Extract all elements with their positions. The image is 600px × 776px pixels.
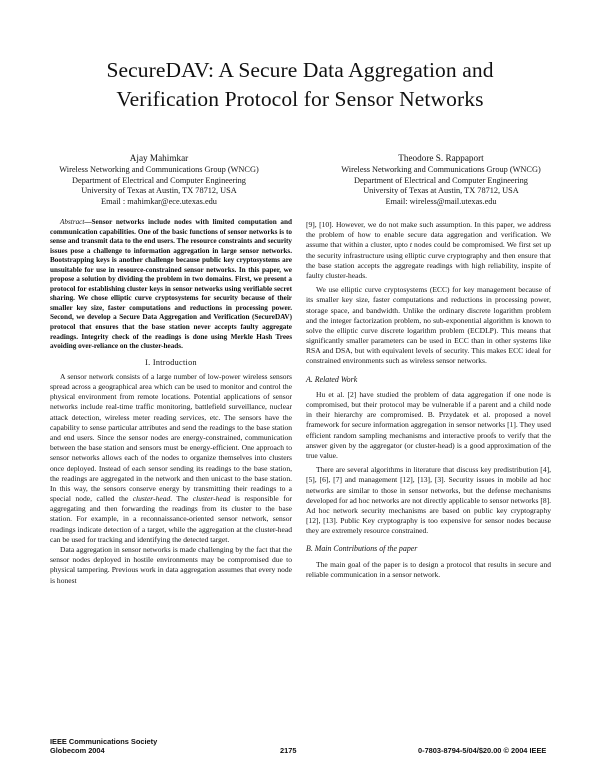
abstract-label: Abstract <box>60 218 85 226</box>
related-paragraph-1: Hu et al. [2] have studied the problem of data aggregation if one node is compromised, but their protocol may be vulnerable if a parent and a child node in their hierarchy are compromised. B. Przydatek et al. proposed a novel framework for secure information aggregation in sensor networks [1]. They used efficient random sampling mechanisms and interactive proofs to verify that the answer given by the aggregator (or cluster-head) is a good approximation of the true value. <box>306 389 551 460</box>
footer-society: IEEE Communications Society <box>50 737 158 746</box>
intro-text: A sensor network consists of a large number of low-power wireless sensors spread across a geographical area which can be used to monitor and control the physical environment from remote locations. Potential applications of sensor networks include real-time traffic monitoring, battlefield surveillance, nuclear attack detection, wireless meter reading services, etc. The sensors have the capability to sense particular attributes and send the readings to the base station and end users. Since the sensor nodes are energy-constrained, communication between the base station and sensors must be energy-efficient. One approach to sensor networks allows each of the nodes to organize themselves into clusters once deployed. Instead of each sensor sending its readings to the base station, the readings are aggregated in the network and then unicast to the base station. In this way, the sensors conserve energy by transmitting their readings to a special node, called the <box>50 371 292 504</box>
footer-conference: Globecom 2004 <box>50 746 105 755</box>
abstract <box>50 218 292 352</box>
author-name: Theodore S. Rappaport <box>398 153 484 163</box>
related-paragraph-2: There are several algorithms in literature that discuss key predistribution [4], [5], [6], [7] and management [12], [13], [3]. Security issues in mobile ad hoc networks are similar to those in sensor networks, but the defense mechanisms developed for ad hoc networks are not directly applicable to sensor networks [8]. Ad hoc network security mechanisms are based on public key cryptography [12], [13]. Public Key cryptography is too expensive for sensor nodes because they are extremely resource constrained. <box>306 465 551 536</box>
author-block-2 <box>300 153 582 208</box>
contrib-paragraph-1: The main goal of the paper is to design a protocol that results in secure and reliable communication in a sensor network. <box>306 559 551 579</box>
page-number: 2175 <box>280 746 297 755</box>
footer-copyright: 0-7803-8794-5/04/$20.00 © 2004 IEEE <box>418 746 547 755</box>
section-heading-introduction: I. Introduction <box>145 357 197 367</box>
term-cluster-head: cluster-head <box>132 494 171 504</box>
term-cluster-head: cluster-head <box>192 494 231 504</box>
abstract-text: —Sensor networks include nodes with limited computation and communication capabilities. One of the basic functions of sensor networks is to sense and transmit data to the end users. The resource constraints and security issues pose a challenge to information aggregation in large sensor networks. Bootstrapping keys is another challenge because public key cryptosystems are unsuitable for use in resource-constrained sensor networks. In this paper, we propose a solution by dividing the problem in two domains. First, we present a protocol for establishing cluster keys in sensor networks using verifiable secret sharing. We chose elliptic curve cryptosystems for security because of their smaller key size, faster computations and reductions in processing power. Second, we develop a Secure Data Aggregation and Verification (SecureDAV) protocol that ensures that the base station never accepts faulty aggregate readings. Integrity check of the readings is done using Merkle Hash Trees avoiding over-reliance on the cluster-heads. <box>50 218 292 351</box>
author-dept: Department of Electrical and Computer Engineering <box>354 175 528 185</box>
subsection-heading-contributions: B. Main Contributions of the paper <box>306 544 418 554</box>
intro-paragraph-4: We use elliptic curve cryptosystems (ECC) for key management because of its smaller key size, faster computations and reductions in processing power, storage space, and bandwidth. Unlike the ordinary discrete logarithm problem and the integer factorization problem, no sub-exponential algorithm is known to solve the elliptic curve discrete logarithm problem (ECDLP). This means that significantly smaller parameters can be used in ECC than in other systems like RSA and DSA, but with equivalent levels of security. This makes ECC ideal for constrained environments such as wireless sensor networks. <box>306 285 551 366</box>
variable-t: t <box>409 240 412 250</box>
intro-paragraph-2: Data aggregation in sensor networks is made challenging by the fact that the sensor nodes deployed in hostile environments may be compromised due to physical tampering. Previous work in data aggregation assumes that every node is honest <box>50 545 292 585</box>
left-column <box>50 218 292 586</box>
author-dept: Department of Electrical and Computer Engineering <box>72 175 246 185</box>
intro-paragraph-1 <box>50 372 292 545</box>
title-line-1: SecureDAV: A Secure Data Aggregation and <box>106 58 494 82</box>
intro-text: nodes could be compromised. We first set up the security infrastructure using elliptic curve cryptography and then ensure that the base station accepts the aggregate readings with high reliability, inspite of faulty cluster-heads. <box>306 240 551 280</box>
author-group: Wireless Networking and Communications Group (WNCG) <box>59 164 259 174</box>
author-group: Wireless Networking and Communications Group (WNCG) <box>341 164 541 174</box>
right-column <box>306 220 551 580</box>
author-email: Email : mahimkar@ece.utexas.edu <box>101 197 217 207</box>
title-line-2: Verification Protocol for Sensor Networks <box>116 87 484 111</box>
footer-left <box>50 737 157 755</box>
intro-text: [9], [10]. However, we do not make such assumption. In this paper, we address the problem of how to enable secure data aggregation and verification. We assume that within a cluster, upto <box>306 220 551 250</box>
intro-text: is responsible for aggregating and then forwarding the readings from its cluster to the base station. For example, in a reconnaissance-oriented sensor network, sensor readings indicate detection of a target, while the aggregation at the cluster-head can be used for tracking and identifying the detected target. <box>50 494 292 544</box>
author-name: Ajay Mahimkar <box>129 153 189 163</box>
paper-title <box>0 56 600 114</box>
author-univ: University of Texas at Austin, TX 78712, USA <box>81 186 237 196</box>
intro-paragraph-3 <box>306 220 551 281</box>
intro-text: . The <box>170 494 193 504</box>
subsection-heading-related-work: A. Related Work <box>306 374 358 384</box>
author-univ: University of Texas at Austin, TX 78712, USA <box>363 186 519 196</box>
author-block-1 <box>18 153 300 208</box>
author-email: Email: wireless@mail.utexas.edu <box>385 197 497 207</box>
